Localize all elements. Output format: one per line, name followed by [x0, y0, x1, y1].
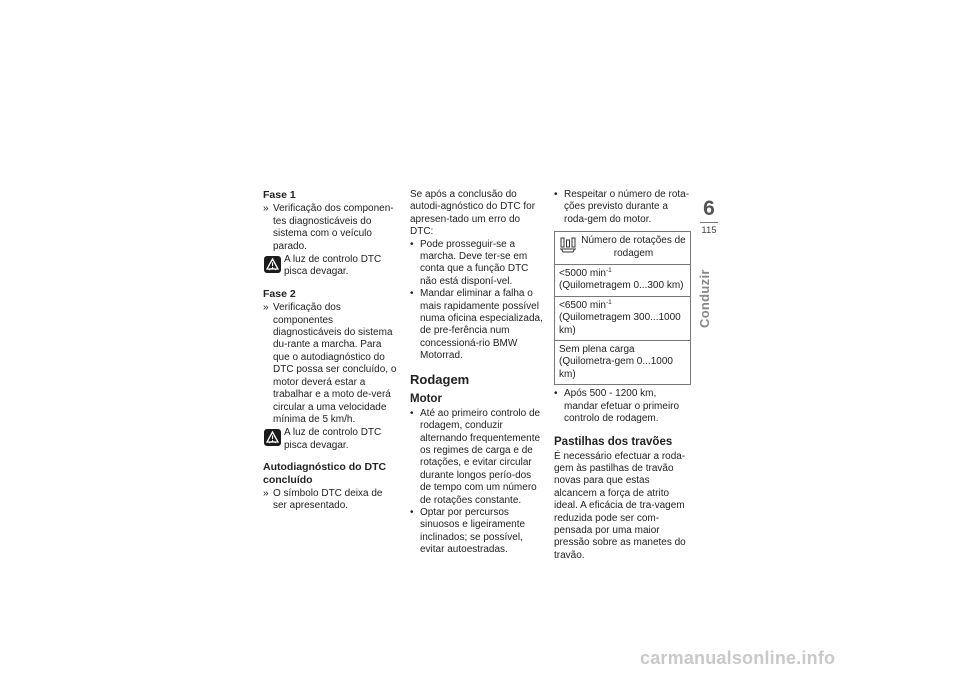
fase1-step-text: Verificação dos componen-tes diagnosticáveis do sistema com o veículo parado. — [273, 203, 394, 252]
column-3 — [554, 189, 691, 562]
table-cell: (Quilometragem 0...300 km) — [559, 280, 684, 292]
table-cell: (Quilometragem 300...1000 km) — [559, 312, 681, 336]
conclusion-step — [263, 488, 398, 513]
list-item — [554, 388, 691, 425]
fase2-step-text: Verificação dos componentes diagnosticáveis do sistema du-rante a marcha. Para que o autodiagnóstico do DTC possa ser concluído, o motor deverá estar a trabalhar e a moto de-verá circular a uma velocidade mínima de 5 km/h. — [273, 302, 397, 425]
table-row — [555, 341, 690, 384]
list-item-text: Respeitar o número de rota-ções previsto durante a roda-gem do motor. — [564, 189, 690, 225]
pastilhas-paragraph: É necessário efectuar a roda-gem às pastilhas de travão novas para que estas alcancem a força de atrito ideal. A eficácia de tra-vagem reduzida pode ser com-pensada por uma maior pressão sobre as manetes do travão. — [554, 450, 686, 561]
fase1-indicator-note — [263, 254, 398, 279]
fase1-indicator-text: A luz de controlo DTC pisca devagar. — [284, 254, 382, 278]
chapter-tab — [697, 197, 721, 236]
chapter-title: Conduzir — [697, 269, 712, 328]
column-1 — [263, 189, 398, 513]
list-item — [554, 189, 691, 226]
conclusion-step-text: O símbolo DTC deixa de ser apresentado. — [273, 487, 383, 512]
fase1-step — [263, 203, 398, 253]
list-item — [410, 239, 545, 289]
arrow-mark: » — [263, 487, 269, 499]
rodagem-heading: Rodagem — [410, 371, 470, 387]
dtc-error-intro: Se após a conclusão do autodi-agnóstico do DTC for apresen-tado um erro do DTC: — [410, 189, 536, 238]
bullet-mark: • — [410, 238, 414, 250]
conclusion-heading: Autodiagnóstico do DTC concluído — [263, 461, 387, 486]
table-cell: Sem plena carga (Quilometra-gem 0...1000 km) — [559, 344, 673, 380]
fase2-indicator-text: A luz de controlo DTC pisca devagar. — [284, 427, 382, 451]
superscript: -1 — [605, 298, 612, 306]
dtc-warning-light-icon — [264, 429, 281, 446]
pastilhas-heading: Pastilhas dos travões — [554, 435, 673, 448]
list-item-text: Mandar eliminar a falha o mais rapidamente possível numa oficina especializada, de pre-ferência num concessioná-rio BMW Motorrad. — [420, 288, 543, 362]
list-item — [410, 408, 545, 507]
fase1-heading: Fase 1 — [263, 189, 296, 201]
bullet-mark: • — [554, 189, 558, 200]
list-item-text: Após 500 - 1200 km, mandar efetuar o primeiro controlo de rodagem. — [564, 388, 680, 425]
fase2-step — [263, 302, 398, 426]
dtc-warning-light-icon — [264, 256, 281, 273]
arrow-mark: » — [263, 203, 269, 215]
superscript: -1 — [605, 267, 612, 275]
page-number: 115 — [701, 225, 717, 236]
list-item — [410, 507, 545, 557]
list-item-text: Pode prosseguir-se a marcha. Deve ter-se em conta que a função DTC não está disponí-vel. — [420, 238, 529, 287]
bullet-mark: • — [554, 388, 558, 400]
bullet-mark: • — [410, 506, 414, 518]
fase2-heading: Fase 2 — [263, 287, 296, 300]
column-2 — [410, 189, 545, 557]
bullet-mark: • — [410, 288, 414, 300]
tachometer-icon — [558, 235, 580, 257]
table-row — [555, 265, 690, 297]
table-cell: <6500 min — [559, 299, 606, 311]
break-in-rpm-table — [554, 231, 691, 385]
table-header — [555, 232, 690, 265]
table-row — [555, 297, 690, 341]
watermark: carmanualsonline.info — [640, 648, 836, 668]
fase2-indicator-note — [263, 427, 398, 452]
list-item-text: Até ao primeiro controlo de rodagem, conduzir alternando frequentemente os regimes de carga e de rotações, e evitar circular durante longos perío-dos de tempo com um número de rotações constante. — [420, 407, 541, 506]
table-cell: <5000 min — [559, 268, 606, 280]
chapter-number: 6 — [703, 197, 715, 220]
list-item — [410, 288, 545, 362]
bullet-mark: • — [410, 407, 414, 419]
arrow-mark: » — [263, 302, 269, 314]
motor-heading: Motor — [410, 392, 442, 405]
table-header-text: Número de rotações de rodagem — [581, 235, 686, 259]
chapter-divider — [700, 222, 718, 223]
list-item-text: Optar por percursos sinuosos e ligeiramente inclinados; se possível, evitar autoestradas. — [420, 506, 526, 556]
